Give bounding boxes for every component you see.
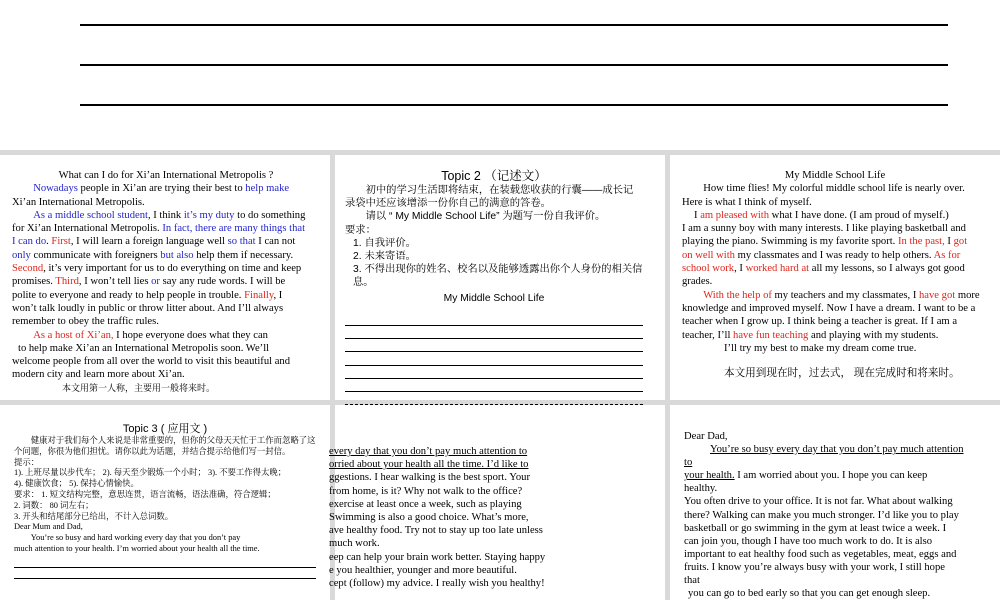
letter-line: orried about your health all the time. I’d like to bbox=[329, 459, 529, 471]
letter-line: ggestions. I hear walking is the best sport. Your bbox=[329, 472, 530, 484]
essay-note: 本文用第一人称，主要用一般将来时。 bbox=[62, 382, 216, 393]
letter-line: cept (follow) my advice. I really wish you healthy! bbox=[329, 578, 545, 590]
highlight: Nowadays bbox=[33, 183, 78, 195]
letter-line: Swimming is also a good choice. What’s more, bbox=[329, 512, 529, 524]
essay-title: What can I do for Xi’an International Metropolis ? bbox=[58, 170, 274, 181]
topic-heading: Topic 2 （记述文） bbox=[441, 169, 547, 183]
topic2-panel: Topic 2 （记述文） 初中的学习生活即将结束，在装载您收获的行囊——成长记录袋中还应该增添一份你自己的满意的答卷。 请以 “ My Middle School Life” 为题写一份自我评价。 要求： 1. 自我评价。 2. 未来寄语。 3. 不得出现你的姓名、校名以及能够透露出你个人身份的相关信息。 My Middle School Life bbox=[335, 155, 665, 400]
essay-title: My Middle School Life bbox=[784, 170, 886, 181]
writing-lines bbox=[345, 313, 643, 405]
letter-greeting: Dear Dad, bbox=[684, 431, 728, 442]
letter-line: e you healthier, younger and more beautiful. bbox=[329, 564, 517, 576]
letter-line: exercise at least once a week, such as playing bbox=[329, 498, 522, 510]
essay-panel-xian: What can I do for Xi’an International Metropolis ? Nowadays people in Xi’an are trying their best to help make Xi’an International Metropolis. As a middle school student, I think it’s my duty to do something for Xi’an International Metropolis. In fact, there are many things that I can do. First, I will learn a foreign language well so that I can not only communicate with foreigners but also help them if necessary. Second, it’s very important for us to do everything on time and keep promises. Third, I won’t tell lies or say any rude words. I will be polite to everyone and ready to help people in trouble. Finally, I won’t talk loudly in public or throw litter about. And I’ll always remember to obey the traffic rules. As a host of Xi’an, I hope everyone does what they can to help make Xi’an an International Metropolis soon. We’ll welcome people from all over the world to visit this beautiful and modern city and learn more about Xi’an. 本文用第一人称，主要用一般将来时。 bbox=[0, 155, 330, 400]
answer-line bbox=[80, 104, 948, 106]
answer-line bbox=[80, 24, 948, 26]
essay-heading: My Middle School Life bbox=[443, 292, 545, 304]
top-answer-area bbox=[0, 0, 1000, 150]
sample-letter-panel: Dear Dad, You’re so busy every day that you don’t pay much attention to your health. I am worried about you. I hope you can keep healthy. You often drive to your office. It is not far. What about walking there? Walking can make you much stronger. I’d like you to play basketball or go swimming in the gym at least twice a week. I can join you, though I have too much work to do. It is also important to eat healthy food such as vegetables, meat, eggs and fruits. I know you’re always busy with your work, I still hope that you can go to bed early so that you can get enough sleep. bbox=[670, 405, 1000, 600]
letter-line: every day that you don’t pay much attention to bbox=[329, 446, 528, 457]
essay-note: 本文用到现在时，过去式， 现在完成时和将来时。 bbox=[724, 368, 960, 380]
topic-heading: Topic 3 ( 应用文 ) bbox=[122, 423, 208, 435]
letter-line: ave healthy food. Try not to stay up too late unless bbox=[329, 525, 543, 537]
cropped-letter-panel bbox=[329, 405, 665, 600]
letter-line: much work. bbox=[329, 538, 380, 550]
letter-line: eep can help your brain work better. Staying happy bbox=[329, 551, 546, 563]
letter-line: from home, is it? Why not walk to the office? bbox=[329, 485, 523, 497]
answer-line bbox=[80, 64, 948, 66]
writing-lines bbox=[14, 557, 316, 579]
letter-body bbox=[329, 445, 665, 590]
topic3-panel: Topic 3 ( 应用文 ) 健康对于我们每个人来说是非常重要的，但你的父母天天忙于工作而忽略了这个问题，你很为他们担忧。请你以此为话题，并结合提示给他们写一封信。 提示： 1). 上班尽量以步代车； 2). 每天至少锻炼一个小时； 3). 不要工作得太晚； 4). 健康饮食； 5). 保持心情愉快。 要求： 1. 短文结构完整，意思连贯，语言流畅，语法准确，符合逻辑； 2. 词数： 80 词左右； 3. 开头和结尾部分已给出，不计入总词数。 Dear Mum and Dad, You’re so busy and hard working every day that you don’t pay much attention to your health. I’m worried about your health all the time. bbox=[0, 405, 330, 600]
sample-essay-panel: My Middle School Life How time flies! My colorful middle school life is nearly over. Here is what I think of myself. I am pleased with what I have done. (I am proud of myself.) I am a sunny boy with many interests. I like playing basketball and playing the piano. Swimming is my favorite sport. In the past, I got on well with my classmates and I was ready to help others. As for school work, I worked hard at all my lessons, so I always got good grades. With the help of my teachers and my classmates, I have got more knowledge and improved myself. Now I have a dream. I want to be a teacher when I grow up. I think being a teacher is great. If I am a teacher, I’ll have fun teaching and playing with my students. I’ll try my best to make my dream come true. 本文用到现在时，过去式， 现在完成时和将来时。 bbox=[670, 155, 1000, 400]
